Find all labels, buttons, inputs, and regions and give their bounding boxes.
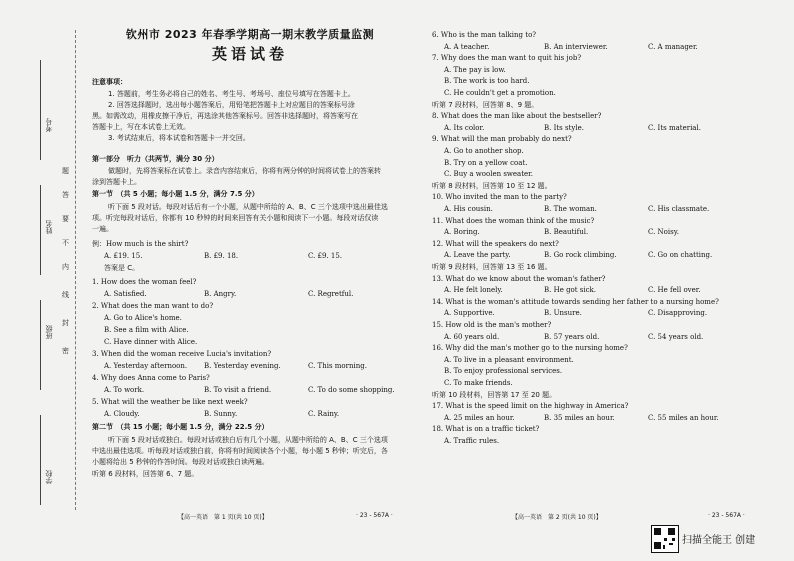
qr-code-icon: [651, 525, 679, 553]
option: B. Yesterday evening.: [204, 362, 281, 370]
question-5: 5. What will the weather be like next week?: [92, 398, 248, 406]
option: A. Cloudy.: [104, 410, 140, 418]
class-label: 班级: [45, 325, 53, 339]
option: C. His classmate.: [648, 205, 710, 213]
option: B. Go rock climbing.: [544, 251, 617, 260]
option: A. Go to Alice's home.: [104, 314, 182, 322]
question-18: 18. What is on a traffic ticket?: [432, 425, 540, 434]
material-heading: 听第 10 段材料，回答第 17 至 20 题。: [432, 390, 557, 399]
option: C. Disapproving.: [648, 309, 708, 318]
question-14: 14. What is the woman's attitude towards sending her father to a nursing home?: [432, 297, 719, 306]
option: C. He fell over.: [648, 286, 701, 295]
material-heading: 听第 6 段材料，回答第 6、7 题。: [92, 470, 199, 478]
option: B. 35 miles an hour.: [544, 413, 615, 422]
question-4: 4. Why does Anna come to Paris?: [92, 374, 210, 382]
option: C. To make friends.: [444, 379, 513, 387]
option: A. A teacher.: [444, 42, 490, 51]
exam-number-line: [40, 60, 41, 160]
part1-desc: 涂到答题卡上。: [92, 178, 141, 186]
option: B. An interviewer.: [544, 42, 608, 51]
binding-margin: [0, 0, 80, 561]
seal-dashed-line: [75, 30, 76, 510]
option: C. Regretful.: [308, 290, 354, 298]
option: C. Rainy.: [308, 410, 340, 418]
option: A. Boring.: [444, 228, 480, 237]
option: C. 55 miles an hour.: [648, 413, 719, 422]
option: A. Yesterday afternoon.: [104, 362, 188, 370]
section1-desc: 一遍。: [92, 225, 113, 233]
name-label: 姓名: [45, 220, 53, 234]
option: B. The woman.: [544, 205, 597, 213]
option: A. Satisfied.: [104, 290, 147, 298]
exam-code: · 23 - 567A ·: [708, 512, 745, 519]
section1-desc: 项。听完每段对话后，你都有 10 秒钟的时间来回答有关小题和阅读下一小题。每段对话仅读: [92, 214, 379, 222]
school-line: [40, 415, 41, 505]
option: A. To live in a pleasant environment.: [444, 355, 574, 364]
note-line: 1. 答题前，考生务必将自己的姓名、考生号、考场号、座位号填写在答题卡上。: [108, 90, 355, 98]
section2-desc: 中选出最佳选项。听每段对话或独白前，你将有时间阅读各个小题，每小题 5 秒钟；听完后，各: [92, 447, 388, 455]
exam-number-label: 考号: [45, 118, 53, 132]
part1-heading: 第一部分 听力（共两节，满分 30 分）: [92, 155, 219, 163]
scanner-watermark: 扫描全能王 创建: [682, 535, 756, 546]
option: B. Beautiful.: [544, 228, 589, 237]
material-heading: 听第 7 段材料，回答第 8、9 题。: [432, 100, 539, 109]
seal-char: 密: [62, 347, 69, 355]
seal-char: 内: [62, 263, 69, 271]
option: A. To work.: [104, 386, 145, 394]
question-17: 17. What is the speed limit on the highway in America?: [432, 402, 629, 411]
seal-char: 线: [62, 291, 69, 299]
example-question: 例：How much is the shirt?: [92, 240, 189, 248]
option: B. See a film with Alice.: [104, 326, 189, 334]
option: C. Go on chatting.: [648, 251, 713, 260]
option: C. A manager.: [648, 42, 698, 51]
option: B. Sunny.: [204, 410, 238, 418]
option: C. Have dinner with Alice.: [104, 338, 198, 346]
option: A. His cousin.: [444, 205, 493, 213]
option: C. This morning.: [308, 362, 367, 370]
option: A. He felt lonely.: [444, 286, 503, 295]
example-answer: 答案是 C。: [104, 264, 140, 272]
option: C. Noisy.: [648, 228, 679, 237]
option: C. He couldn't get a promotion.: [444, 89, 556, 97]
section1-desc: 听下面 5 段对话。每段对话后有一个小题，从题中所给的 A、B、C 三个选项中选出最佳选: [108, 203, 388, 211]
note-line: 3. 考试结束后，将本试卷和答题卡一并交回。: [108, 134, 250, 142]
question-15: 15. How old is the man's mother?: [432, 321, 552, 329]
note-line: 答题卡上，写在本试卷上无效。: [92, 123, 190, 131]
option: A. 60 years old.: [444, 332, 500, 341]
question-2: 2. What does the man want to do?: [92, 302, 214, 310]
option: B. Its style.: [544, 123, 584, 132]
example-option: B. £9. 18.: [204, 252, 239, 260]
option: B. Angry.: [204, 290, 237, 298]
question-6: 6. Who is the man talking to?: [432, 31, 537, 39]
example-option: C. £9. 15.: [308, 252, 343, 260]
option: B. The work is too hard.: [444, 77, 530, 86]
option: A. 25 miles an hour.: [444, 413, 515, 422]
section2-desc: 小题将给出 5 秒钟的作答时间。每段对话或独白读两遍。: [92, 458, 269, 466]
question-7: 7. Why does the man want to quit his job?: [432, 54, 582, 63]
seal-char: 答: [62, 191, 69, 199]
section1-heading: 第一节 （共 5 小题；每小题 1.5 分，满分 7.5 分）: [92, 190, 259, 198]
seal-char: 封: [62, 319, 69, 327]
option: B. He got sick.: [544, 286, 597, 295]
question-1: 1. How does the woman feel?: [92, 278, 197, 286]
option: C. Its material.: [648, 123, 701, 132]
option: C. 54 years old.: [648, 332, 704, 341]
option: A. Leave the party.: [444, 251, 511, 260]
option: A. Supportive.: [444, 309, 495, 318]
option: A. Traffic rules.: [444, 437, 500, 445]
note-line: 2. 回答选择题时，选出每小题答案后，用铅笔把答题卡上对应题目的答案标号涂: [108, 101, 355, 109]
question-3: 3. When did the woman receive Lucia's invitation?: [92, 350, 272, 358]
name-line: [40, 185, 41, 275]
example-option: A. £19. 15.: [104, 252, 143, 260]
section2-desc: 听下面 5 段对话或独白。每段对话或独白后有几个小题，从题中所给的 A、B、C 三个选项: [108, 436, 388, 444]
seal-char: 题: [62, 167, 69, 175]
material-heading: 听第 9 段材料，回答第 13 至 16 题。: [432, 263, 552, 271]
material-heading: 听第 8 段材料，回答第 10 至 12 题。: [432, 181, 552, 190]
school-label: 学校: [45, 470, 53, 484]
option: A. The pay is low.: [444, 65, 506, 74]
option: C. To do some shopping.: [308, 386, 395, 394]
question-13: 13. What do we know about the woman's father?: [432, 274, 606, 283]
option: B. To enjoy professional services.: [444, 367, 563, 376]
question-9: 9. What will the man probably do next?: [432, 135, 572, 144]
seal-char: 不: [62, 239, 69, 247]
question-11: 11. What does the woman think of the music?: [432, 216, 595, 225]
option: A. Go to another shop.: [444, 147, 524, 155]
question-10: 10. Who invited the man to the party?: [432, 193, 567, 202]
part1-desc: 做题时，先将答案标在试卷上。录音内容结束后，你将有两分钟的时间将试卷上的答案转: [108, 167, 381, 175]
question-16: 16. Why did the man's mother go to the nursing home?: [432, 344, 628, 353]
notes-heading: 注意事项：: [92, 78, 127, 86]
page-footer: 【高一英语 第 2 页(共 10 页)】: [512, 514, 602, 521]
option: C. Buy a woolen sweater.: [444, 170, 533, 179]
exam-code: · 23 - 567A ·: [356, 512, 393, 519]
option: A. Its color.: [444, 123, 485, 132]
option: B. To visit a friend.: [204, 386, 272, 394]
page-footer: 【高一英语 第 1 页(共 10 页)】: [178, 514, 268, 521]
seal-char: 要: [62, 215, 69, 223]
option: B. Unsure.: [544, 309, 582, 318]
question-12: 12. What will the speakers do next?: [432, 239, 559, 248]
class-line: [40, 300, 41, 390]
exam-title: 钦州市 2023 年春季学期高一期末教学质量监测: [125, 28, 375, 41]
option: B. Try on a yellow coat.: [444, 158, 528, 167]
question-8: 8. What does the man like about the bestseller?: [432, 112, 602, 121]
exam-subtitle: 英语试卷: [211, 45, 288, 63]
option: B. 57 years old.: [544, 332, 600, 341]
note-line: 黑。如需改动，用橡皮擦干净后，再选涂其他答案标号。回答非选择题时，将答案写在: [92, 112, 358, 120]
section2-heading: 第二节 （共 15 小题；每小题 1.5 分，满分 22.5 分）: [92, 423, 269, 431]
